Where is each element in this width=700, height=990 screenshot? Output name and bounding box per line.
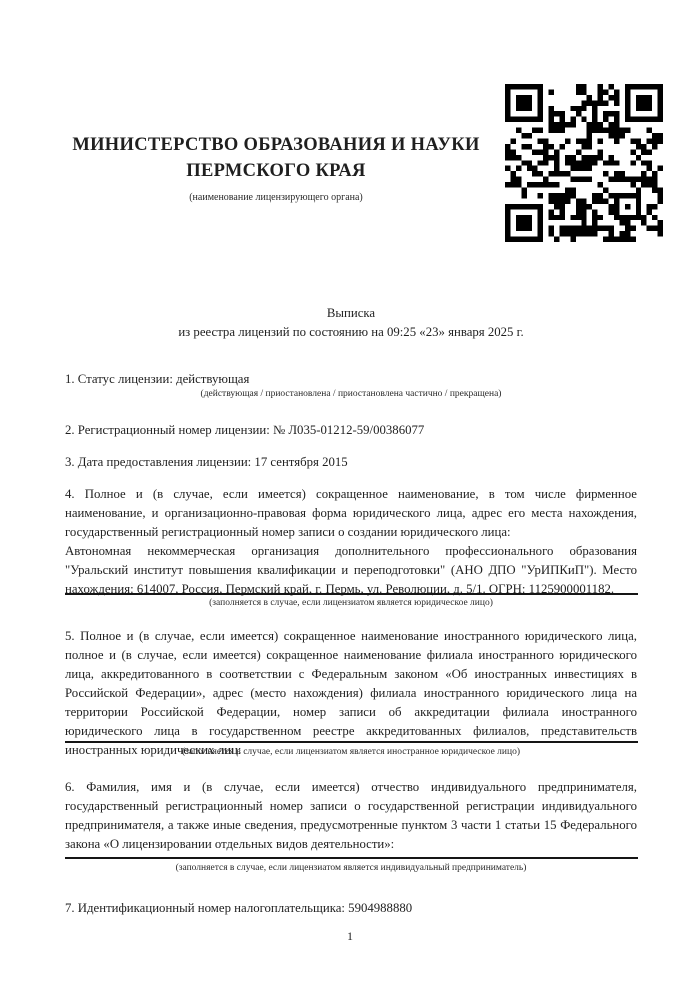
- license-status-text: 1. Статус лицензии: действующая: [65, 372, 250, 386]
- taxpayer-number-text: 7. Идентификационный номер налогоплательщика: 5904988880: [65, 901, 413, 915]
- legal-entity-caption: (заполняется в случае, если лицензиатом является юридическое лицо): [209, 598, 493, 608]
- foreign-entity-blank-line: [65, 741, 638, 743]
- document-title-line1: Выписка: [326, 306, 376, 320]
- foreign-entity-label: 5. Полное и (в случае, если имеется) сокращенное наименование иностранного юридического лица, полное и (в случае, если имеется) сокращенное наименование филиала иностранного юридического лица, аккредитованного в соответствии с Федеральным законом «Об иностранных инвестициях в Российской Федерации», адрес (место нахождения) филиала иностранного юридического лица на территории Российской Федерации, номер записи об аккредитации филиала иностранного юридического лица в государственном реестре аккредитованных филиалов, представительств иностранных юридических лиц:: [65, 629, 637, 757]
- legal-entity-underline: [65, 593, 638, 595]
- grant-date-text: 3. Дата предоставления лицензии: 17 сентября 2015: [65, 455, 348, 469]
- legal-entity-label: 4. Полное и (в случае, если имеется) сокращенное наименование, в том числе фирменное наименование, и организационно-правовая форма юридического лица, адрес его места нахождения, государственный регистрационный номер записи о создании юридического лица:: [65, 487, 637, 539]
- foreign-entity-caption: (заполняется в случае, если лицензиатом является иностранное юридическое лицо): [182, 747, 520, 757]
- registration-number-text: 2. Регистрационный номер лицензии: № Л035-01212-59/00386077: [65, 423, 425, 437]
- field-legal-entity: [65, 485, 637, 599]
- document-title: [65, 304, 637, 342]
- field-license-status: [65, 370, 637, 389]
- document-title-line2: из реестра лицензий по состоянию на 09:25 «23» января 2025 г.: [178, 325, 524, 339]
- entrepreneur-blank-line: [65, 857, 638, 859]
- field-grant-date: [65, 453, 637, 472]
- page-number: 1: [347, 929, 353, 943]
- license-status-options-caption: (действующая / приостановлена / приостановлена частично / прекращена): [200, 389, 502, 399]
- ministry-name-line2: ПЕРМСКОГО КРАЯ: [186, 161, 366, 181]
- entrepreneur-label: 6. Фамилия, имя и (в случае, если имеется) отчество индивидуального предпринимателя, государственный регистрационный номер записи о государственной регистрации индивидуального предпринимателя, а также иные сведения, предусмотренные пунктом 3 части 1 статьи 15 Федерального закона «О лицензировании отдельных видов деятельности»:: [65, 780, 637, 851]
- field-registration-number: [65, 421, 637, 440]
- legal-entity-value: Автономная некоммерческая организация дополнительного профессионального образования "Уральский институт повышения квалификации и переподготовки" (АНО ДПО "УрИПКиП"). Место нахождения: 614007, Россия, Пермский край, г. Пермь, ул. Революции, д. 5/1. ОГРН: 1125900001182.: [65, 544, 637, 596]
- entrepreneur-caption: (заполняется в случае, если лицензиатом является индивидуальный предприниматель): [175, 863, 527, 873]
- field-individual-entrepreneur: [65, 778, 637, 854]
- licensing-authority-header: [58, 132, 494, 204]
- qr-code-icon: [505, 84, 663, 242]
- ministry-name-line1: МИНИСТЕРСТВО ОБРАЗОВАНИЯ И НАУКИ: [72, 135, 480, 155]
- field-taxpayer-number: [65, 899, 637, 918]
- ministry-caption: (наименование лицензирующего органа): [189, 192, 363, 203]
